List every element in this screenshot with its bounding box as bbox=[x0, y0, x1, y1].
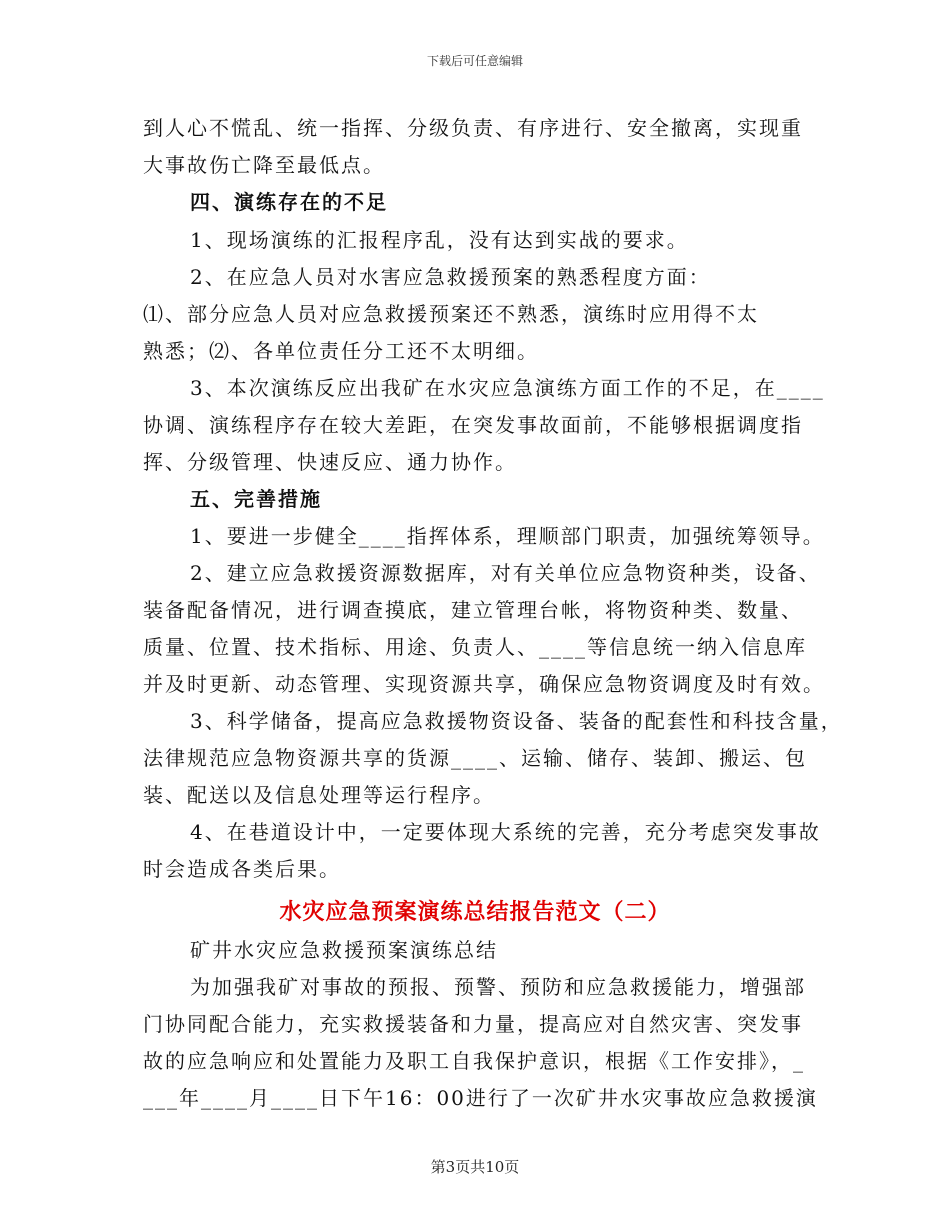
page-header: 下载后可任意编辑 bbox=[426, 54, 523, 68]
body-line: 4、在巷道设计中，一定要体现大系统的完善，充分考虑突发事故 bbox=[190, 820, 821, 844]
body-line: 矿井水灾应急救援预案演练总结 bbox=[190, 938, 498, 962]
body-line: 3、本次演练反应出我矿在水灾应急演练方面工作的不足，在____ bbox=[190, 376, 825, 400]
body-line: 1、现场演练的汇报程序乱，没有达到实战的要求。 bbox=[190, 228, 689, 252]
body-line: ⑴、部分应急人员对应急救援预案还不熟悉，演练时应用得不太 bbox=[143, 302, 759, 326]
body-line: 熟悉；⑵、各单位责任分工还不太明细。 bbox=[143, 339, 539, 363]
body-line: 到人心不慌乱、统一指挥、分级负责、有序进行、安全撤离，实现重 bbox=[143, 116, 803, 140]
body-line: 故的应急响应和处置能力及职工自我保护意识，根据《工作安排》，_ bbox=[143, 1049, 805, 1073]
body-line: 1、要进一步健全____指挥体系，理顺部门职责，加强统筹领导。 bbox=[190, 524, 825, 548]
body-line: 并及时更新、动态管理、实现资源共享，确保应急物资调度及时有效。 bbox=[143, 672, 825, 696]
body-line: 时会造成各类后果。 bbox=[143, 857, 341, 881]
body-line: 装备配备情况，进行调查摸底，建立管理台帐，将物资种类、数量、 bbox=[143, 598, 803, 622]
body-line: 2、在应急人员对水害应急救援预案的熟悉程度方面： bbox=[190, 265, 711, 289]
body-line: 为加强我矿对事故的预报、预警、预防和应急救援能力，增强部 bbox=[190, 975, 806, 999]
body-line: ___年____月____日下午16：00进行了一次矿井水灾事故应急救援演 bbox=[143, 1086, 818, 1110]
page-footer: 第3页共10页 bbox=[430, 1158, 520, 1176]
body-line: 门协同配合能力，充实救援装备和力量，提高应对自然灾害、突发事 bbox=[143, 1012, 803, 1036]
body-line: 质量、位置、技术指标、用途、负责人、____等信息统一纳入信息库 bbox=[143, 635, 807, 659]
section-heading: 五、完善措施 bbox=[190, 487, 322, 511]
body-line: 挥、分级管理、快速反应、通力协作。 bbox=[143, 450, 517, 474]
body-line: 法律规范应急物资源共享的货源____、运输、储存、装卸、搬运、包 bbox=[143, 746, 807, 770]
section-title: 水灾应急预案演练总结报告范文（二） bbox=[279, 900, 671, 925]
body-line: 3、科学储备，提高应急救援物资设备、装备的配套性和科技含量， bbox=[190, 709, 843, 733]
section-heading: 四、演练存在的不足 bbox=[190, 190, 388, 214]
body-line: 大事故伤亡降至最低点。 bbox=[143, 153, 385, 177]
body-line: 协调、演练程序存在较大差距，在突发事故面前，不能够根据调度指 bbox=[143, 413, 803, 437]
body-line: 2、建立应急救援资源数据库，对有关单位应急物资种类，设备、 bbox=[190, 561, 821, 585]
body-line: 装、配送以及信息处理等运行程序。 bbox=[143, 783, 495, 807]
